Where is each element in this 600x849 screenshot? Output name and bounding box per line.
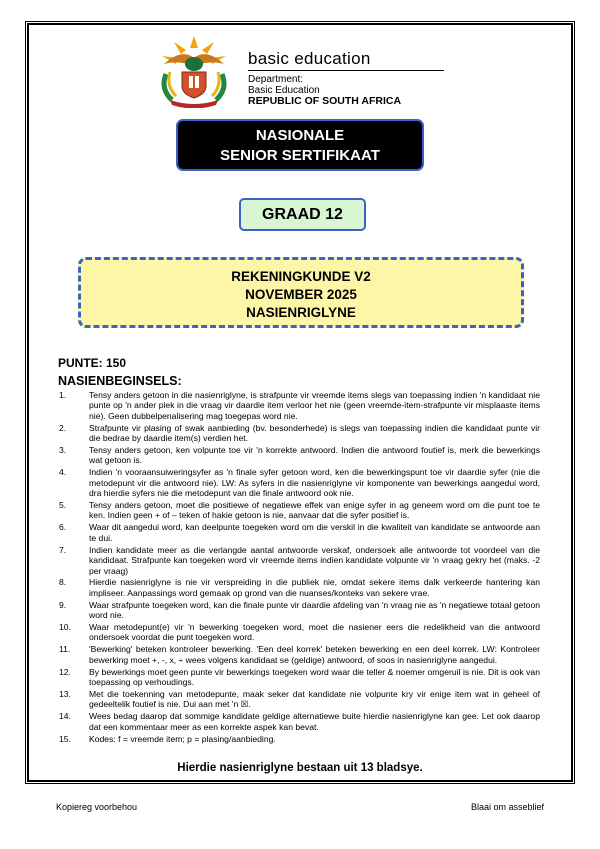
subject-line2: NOVEMBER 2025 <box>245 287 357 302</box>
principle-item <box>58 711 540 732</box>
dept-line-3: REPUBLIC OF SOUTH AFRICA <box>248 95 402 107</box>
principle-text: Wees bedag daarop dat sommige kandidate geldige alternatiewe buite hierdie nasienriglyne kan gee. Let ook daarop dat een kommentaar meer as een korrekte aspek kan bevat. <box>89 711 540 732</box>
principle-item <box>58 734 540 744</box>
principle-item <box>58 467 540 498</box>
principle-text: By bewerkings moet geen punte vir bewerkings toegeken word waar die teller & noemer omgeruil is nie. Dit is ook van toepassing op verhoudings. <box>89 666 540 688</box>
principle-item <box>58 577 540 598</box>
principle-number: 15. <box>59 733 71 744</box>
principle-item <box>58 667 540 688</box>
principle-text: Tensy anders getoon, moet die positiewe of negatiewe effek van enige syfer in ag geneem word om die punt toe te ken. Indien geen + of – teken of hakie getoon is nie, aanvaar dat die syfer positief is. <box>89 500 540 521</box>
certificate-title-box <box>176 119 424 171</box>
principle-text: 'Bewerking' beteken kontroleer bewerking. 'Een deel korrek' beteken bewerking en een deel korrek. LW: Kontroleer bewerking moet +, -, x, ÷ wees volgens kandidaat se (geldige) antwoord, of soos in nasienriglyne aangedui. <box>89 644 540 665</box>
principle-item <box>58 600 540 621</box>
principle-number: 12. <box>59 666 71 677</box>
principle-item <box>58 545 540 576</box>
principle-text: Waar strafpunte toegeken word, kan die finale punte vir daardie afdeling van 'n vraag nie as 'n negatiewe totaal getoon word nie. <box>89 599 540 621</box>
principles-heading: NASIENBEGINSELS: <box>58 374 182 388</box>
dept-line-1: Department: <box>248 74 304 85</box>
brand-divider <box>248 70 444 71</box>
dept-line-2: Basic Education <box>248 85 320 96</box>
principle-number: 7. <box>59 544 67 555</box>
principle-number: 10. <box>59 622 71 633</box>
principle-item <box>58 644 540 665</box>
department-brand <box>248 50 444 107</box>
subject-line3: NASIENRIGLYNE <box>246 305 356 320</box>
principle-text: Strafpunte vir plasing of swak aanbieding (bv. besonderhede) is slegs van toepassing indien die kandidaat punte vir die bedrae by daardie item(s) verdien het. <box>89 422 540 444</box>
principle-text: Waar dit aangedui word, kan deelpunte toegeken word om die verskil in die kwaliteit van kandidate se antwoorde aan te dui. <box>89 522 540 543</box>
pages-note: Hierdie nasienriglyne bestaan uit 13 bladsye. <box>177 762 423 774</box>
principle-text: Indien kandidate meer as die verlangde aantal antwoorde verskaf, ondersoek alle antwoorde tot voordeel van die kandidaat. Strafpunte kan toegeken word vir vreemde items indien kandidate volpunte vir 'n vraag gekry het (maks. -2 per vraag) <box>89 544 540 576</box>
principle-item <box>58 522 540 543</box>
principle-item <box>58 622 540 643</box>
principle-number: 1. <box>59 390 67 400</box>
principle-number: 4. <box>59 467 67 478</box>
principles-list <box>58 390 540 746</box>
coat-of-arms-logo <box>152 34 236 108</box>
grade-box: GRAAD 12 <box>239 198 366 231</box>
subject-line1: REKENINGKUNDE V2 <box>231 269 371 284</box>
principle-text: Met die toekenning van metodepunte, maak seker dat kandidate nie volpunte kry vir enige item wat in geheel of gedeeltelik foutief is nie. Dui aan met 'n ☒. <box>89 688 540 710</box>
principle-text: Kodes: f = vreemde item; p = plasing/aanbieding. <box>89 733 276 744</box>
brand-name: basic education <box>248 49 371 68</box>
total-marks: PUNTE: 150 <box>58 356 127 370</box>
principle-number: 3. <box>59 445 67 456</box>
principle-text: Tensy anders getoon in die nasienriglyne, is strafpunte vir vreemde items slegs van toepassing indien 'n kandidaat nie punte op 'n ander plek in die vraag vir daardie item verloor het nie (geen vreemde-item-strafpunte vir misplaaste items nie). Geen dubbelpenalisering mag toegepas word nie. <box>89 390 540 421</box>
principle-number: 14. <box>59 711 71 722</box>
certificate-title-line2: SENIOR SERTIFIKAAT <box>220 147 380 164</box>
principle-text: Tensy anders getoon, ken volpunte toe vir 'n korrekte antwoord. Indien die antwoord foutief is, merk die bewerkings wat getoon is. <box>89 445 540 466</box>
principle-number: 5. <box>59 500 67 511</box>
principle-number: 13. <box>59 688 71 699</box>
footer-copyright: Kopiereg voorbehou <box>56 802 138 812</box>
principle-item <box>58 423 540 444</box>
principle-number: 11. <box>59 644 71 655</box>
principle-item <box>58 500 540 521</box>
subject-box <box>78 257 524 328</box>
principle-number: 6. <box>59 522 67 533</box>
principle-number: 9. <box>59 599 67 610</box>
principle-text: Indien 'n vooraansuiweringsyfer as 'n finale syfer getoon word, ken die bewerkingspunt toe vir daardie syfer (nie die metodepunt vir die antwoord nie). LW: As syfers in die nasienriglyne vir komponente van bewerkings aangedui word, dra hierdie syfers nie die metodepunt van die finale antwoord ook nie. <box>89 467 540 499</box>
principle-number: 2. <box>59 422 67 433</box>
principle-text: Hierdie nasienriglyne is nie vir verspreiding in die publiek nie, omdat sekere items dalk verkeerde hantering kan impliseer. Aanpassings word gemaak op grond van die nuanses/konteks van sekere vrae. <box>89 577 540 598</box>
principle-item <box>58 390 540 421</box>
certificate-title-line1: NASIONALE <box>255 127 345 144</box>
footer-turn-over: Blaai om asseblief <box>470 802 544 812</box>
principle-item <box>58 445 540 466</box>
principle-number: 8. <box>59 577 67 588</box>
principle-item <box>58 689 540 710</box>
principle-text: Waar metodepunt(e) vir 'n bewerking toegeken word, moet die nasiener eers die redelikheid van die antwoord ondersoek voordat die punt toegeken word. <box>89 622 540 643</box>
